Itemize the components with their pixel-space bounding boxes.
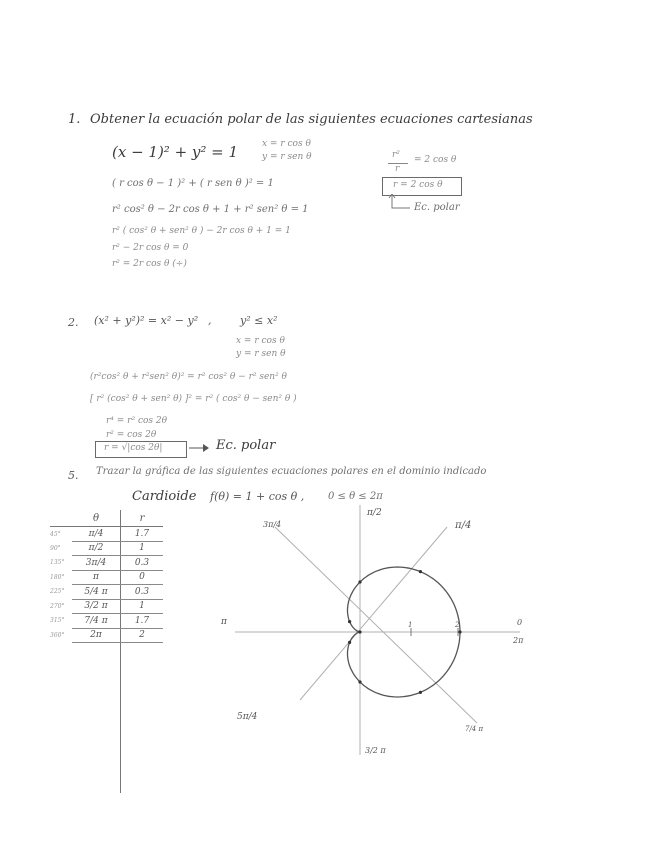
- table-cell-theta: 3π/4: [72, 556, 121, 571]
- table-row: [50, 527, 163, 542]
- curve-point: [419, 570, 422, 573]
- problem1-step1: ( r cos θ − 1 )² + ( r sen θ )² = 1: [112, 178, 274, 189]
- label-pi-over-2: π/2: [367, 508, 382, 518]
- label-3pi-over-4: 3π/4: [263, 520, 282, 529]
- problem1-step5: r² = 2r cos θ (÷): [112, 259, 187, 269]
- table-header-theta: θ: [72, 510, 121, 527]
- arrow-icon: [384, 194, 414, 214]
- table-cell-r: 1: [121, 599, 164, 614]
- label-zero: 0: [517, 618, 523, 627]
- problem1-boxed-result: r = 2 cos θ: [393, 180, 443, 190]
- label-5pi-over-4: 5π/4: [237, 712, 258, 722]
- cardioid-polar-plot: [215, 495, 545, 775]
- problem5-function: f(θ) = 1 + cos θ ,: [210, 490, 305, 503]
- table-cell-theta: 7/4 π: [72, 614, 121, 629]
- table-row: [50, 628, 163, 643]
- problem2-separator: ,: [208, 314, 212, 327]
- curve-point: [419, 691, 422, 694]
- problem1-side-equation: = 2 cos θ: [414, 155, 457, 165]
- table-cell-theta: 3/2 π: [72, 599, 121, 614]
- value-table: [50, 510, 163, 793]
- table-cell-degree: 180°: [50, 573, 65, 581]
- table-cell-degree: 225°: [50, 588, 65, 596]
- problem2-step3: r⁴ = r² cos 2θ: [106, 416, 168, 426]
- curve-point: [348, 641, 351, 644]
- problem2-condition: y² ≤ x²: [240, 314, 278, 327]
- problem2-boxed-result: r = √|cos 2θ|: [104, 443, 163, 453]
- table-row: [50, 556, 163, 571]
- table-cell-degree: 45°: [50, 530, 61, 538]
- table-cell-r: 0.3: [121, 556, 164, 571]
- label-pi: π: [221, 617, 227, 627]
- label-7pi-over-4: 7/4 π: [465, 725, 484, 733]
- table-cell-theta: π: [72, 570, 121, 585]
- table-cell-r: 1: [121, 541, 164, 556]
- problem5-domain: 0 ≤ θ ≤ 2π: [328, 491, 383, 502]
- table-row: [50, 541, 163, 556]
- problem1-side-denominator: r: [395, 164, 400, 174]
- problem5-number: 5.: [68, 469, 79, 482]
- table-cell-r: 1.7: [121, 527, 164, 542]
- problem1-number: 1.: [68, 112, 81, 127]
- problem1-step3: r² ( cos² θ + sen² θ ) − 2r cos θ + 1 = 1: [112, 226, 291, 236]
- table-row: [50, 614, 163, 629]
- curve-point: [458, 630, 461, 633]
- tick-label-1: 1: [408, 621, 413, 629]
- curve-point: [358, 680, 361, 683]
- problem1-sub-y: y = r sen θ: [262, 152, 312, 162]
- table-row: [50, 570, 163, 585]
- arrow-icon: [188, 442, 212, 454]
- table-row: [50, 585, 163, 600]
- table-cell-theta: 2π: [72, 628, 121, 643]
- curve-point: [358, 630, 361, 633]
- table-cell-r: 1.7: [121, 614, 164, 629]
- table-row: [50, 599, 163, 614]
- problem1-sub-x: x = r cos θ: [262, 139, 311, 149]
- table-cell-degree: 90°: [50, 544, 61, 552]
- table-cell-r: 2: [121, 628, 164, 643]
- problem1-instruction: Obtener la ecuación polar de las siguientes ecuaciones cartesianas: [90, 112, 533, 127]
- problem2-result-box: [95, 441, 187, 458]
- problem5-curve-name: Cardioide: [132, 489, 197, 504]
- table-cell-r: 0.3: [121, 585, 164, 600]
- table-header-r: r: [121, 510, 164, 527]
- problem2-step4: r² = cos 2θ: [106, 430, 157, 440]
- problem2-step1: (r²cos² θ + r²sen² θ)² = r² cos² θ − r² sen² θ: [90, 372, 287, 382]
- table-cell-degree: 315°: [50, 617, 65, 625]
- problem1-side-numerator: r²: [392, 150, 400, 160]
- problem1-equation: (x − 1)² + y² = 1: [112, 143, 239, 161]
- problem1-polar-label: Ec. polar: [414, 202, 460, 213]
- problem1-step2: r² cos² θ − 2r cos θ + 1 + r² sen² θ = 1: [112, 204, 309, 215]
- table-cell-degree: 270°: [50, 602, 65, 610]
- problem1-step4: r² − 2r cos θ = 0: [112, 243, 189, 253]
- tick-label-2: 2: [455, 621, 460, 629]
- diagonal-pi4-line: [300, 527, 447, 700]
- problem5-instruction: Trazar la gráfica de las siguientes ecuaciones polares en el dominio indicado: [96, 466, 487, 477]
- table-cell-theta: 5/4 π: [72, 585, 121, 600]
- problem2-sub-x: x = r cos θ: [236, 336, 285, 346]
- problem2-equation: (x² + y²)² = x² − y²: [94, 314, 199, 327]
- problem2-polar-label: Ec. polar: [216, 438, 276, 453]
- curve-point: [358, 580, 361, 583]
- table-cell-degree: 360°: [50, 631, 65, 639]
- table-cell-r: 0: [121, 570, 164, 585]
- label-2pi: 2π: [513, 636, 524, 645]
- problem2-number: 2.: [68, 316, 79, 329]
- table-cell-theta: π/4: [72, 527, 121, 542]
- label-pi-over-4: π/4: [455, 520, 472, 531]
- table-cell-degree: 135°: [50, 559, 65, 567]
- table-cell-theta: π/2: [72, 541, 121, 556]
- label-3pi-over-2: 3/2 π: [365, 746, 386, 755]
- curve-point: [348, 620, 351, 623]
- problem2-step2: [ r² (cos² θ + sen² θ) ]² = r² ( cos² θ − sen² θ ): [90, 394, 297, 404]
- problem2-sub-y: y = r sen θ: [236, 349, 286, 359]
